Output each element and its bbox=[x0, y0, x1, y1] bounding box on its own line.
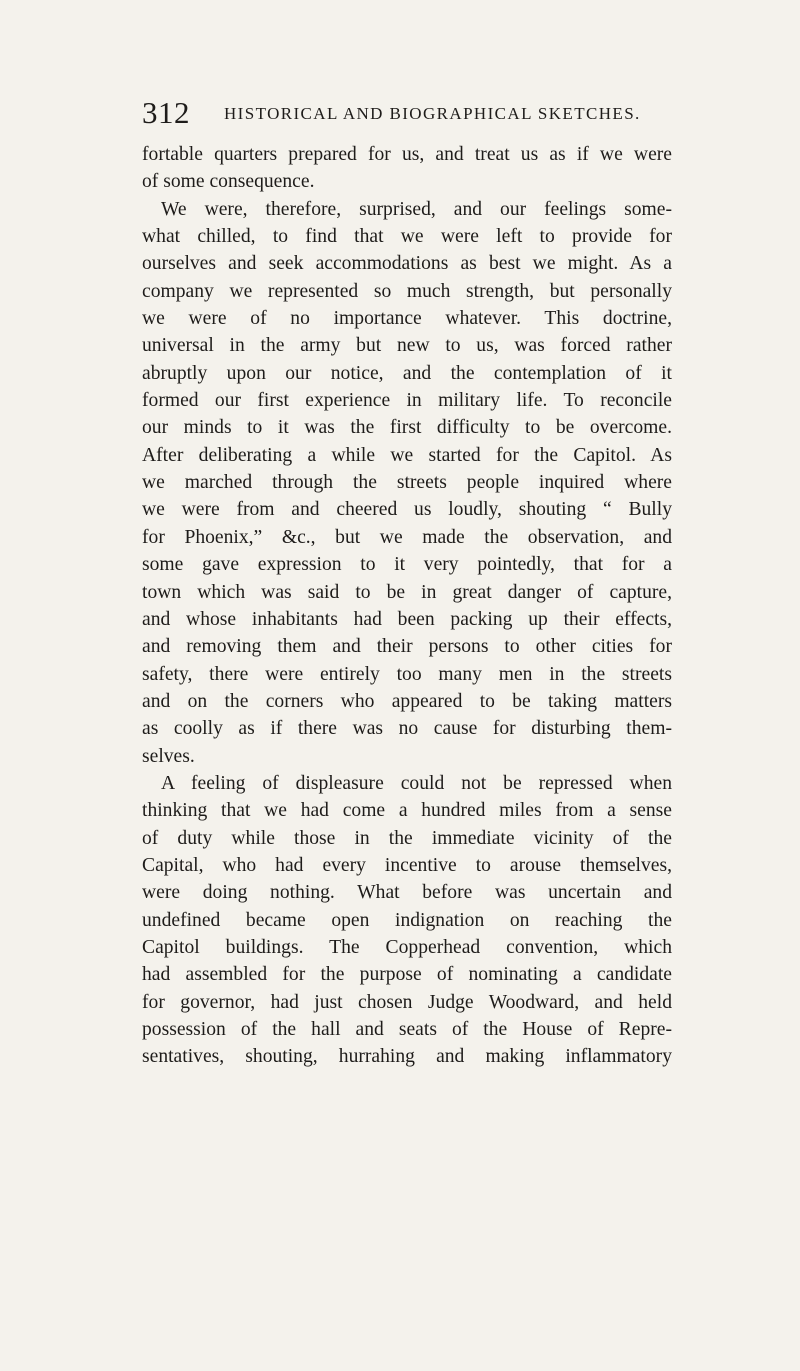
text-line: company we represented so much strength, but personally bbox=[142, 280, 672, 302]
page-number: 312 bbox=[142, 95, 190, 130]
text-line: thinking that we had come a hundred miles from a sense bbox=[142, 800, 672, 822]
text-line: and removing them and their persons to other cities for bbox=[142, 636, 672, 658]
text-line: fortable quarters prepared for us, and treat us as if we were bbox=[142, 144, 672, 165]
text-line: we were of no importance whatever. This doctrine, bbox=[142, 308, 672, 330]
text-line: for governor, had just chosen Judge Woodward, and held bbox=[142, 991, 672, 1013]
text-line: We were, therefore, surprised, and our feelings some- bbox=[161, 198, 672, 220]
text-line: abruptly upon our notice, and the contemplation of it bbox=[142, 362, 672, 384]
text-line: undefined became open indignation on reaching the bbox=[142, 909, 672, 931]
text-line: selves. bbox=[142, 745, 195, 767]
text-line: possession of the hall and seats of the House of Repre- bbox=[142, 1019, 672, 1040]
text-line: some gave expression to it very pointedly, that for a bbox=[142, 554, 672, 576]
text-line: our minds to it was the first difficulty to be overcome. bbox=[142, 417, 672, 439]
text-line: we marched through the streets people inquired where bbox=[142, 472, 672, 494]
text-line: ourselves and seek accommodations as best we might. As a bbox=[142, 253, 672, 275]
text-line: were doing nothing. What before was uncertain and bbox=[142, 882, 672, 904]
text-line: universal in the army but new to us, was forced rather bbox=[142, 335, 672, 357]
text-line: we were from and cheered us loudly, shouting “ Bully bbox=[142, 499, 672, 521]
paragraph bbox=[142, 141, 672, 196]
text-line: of some consequence. bbox=[142, 171, 315, 193]
text-line: and whose inhabitants had been packing up their effects, bbox=[142, 608, 672, 630]
text-line: town which was said to be in great danger of capture, bbox=[142, 581, 672, 603]
text-line: safety, there were entirely too many men in the streets bbox=[142, 663, 672, 685]
text-line: Capitol buildings. The Copperhead convention, which bbox=[142, 936, 672, 958]
text-line: what chilled, to find that we were left to provide for bbox=[142, 226, 672, 248]
text-line: After deliberating a while we started for the Capitol. As bbox=[142, 444, 672, 466]
paragraph bbox=[142, 770, 672, 1071]
text-line: formed our first experience in military life. To reconcile bbox=[142, 390, 672, 412]
text-line: had assembled for the purpose of nominating a candidate bbox=[142, 964, 672, 986]
text-line: for Phoenix,” &c., but we made the observation, and bbox=[142, 526, 672, 548]
running-title: HISTORICAL AND BIOGRAPHICAL SKETCHES. bbox=[224, 104, 641, 123]
text-line: A feeling of displeasure could not be repressed when bbox=[161, 772, 672, 794]
text-line: and on the corners who appeared to be taking matters bbox=[142, 690, 672, 712]
text-line: as coolly as if there was no cause for disturbing them- bbox=[142, 718, 672, 740]
text-line: of duty while those in the immediate vicinity of the bbox=[142, 827, 672, 849]
running-header bbox=[142, 96, 682, 130]
body-text bbox=[142, 141, 672, 1071]
paragraph bbox=[142, 196, 672, 770]
text-line: sentatives, shouting, hurrahing and making inflammatory bbox=[142, 1046, 672, 1068]
text-line: Capital, who had every incentive to arouse themselves, bbox=[142, 854, 672, 876]
